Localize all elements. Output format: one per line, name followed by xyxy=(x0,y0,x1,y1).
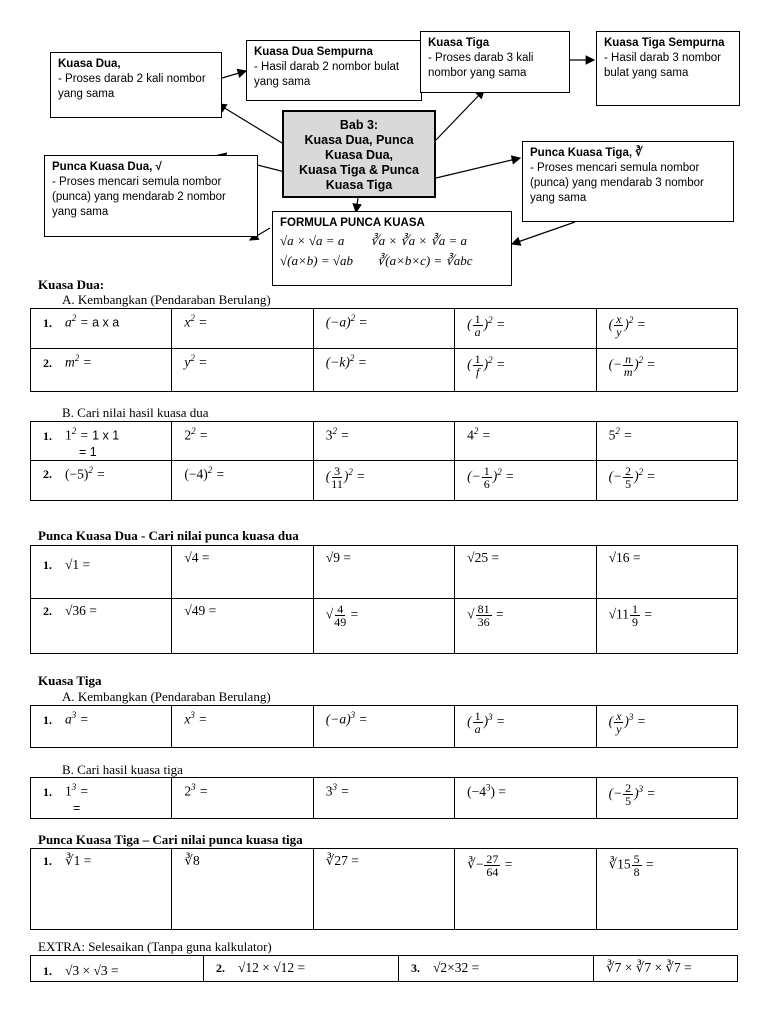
kuasa-dua-title: Kuasa Dua, xyxy=(58,58,121,70)
chapter-line5: Kuasa Tiga xyxy=(325,178,393,192)
formula-cbrt-abc: ∛(a×b×c) = ∛abc xyxy=(376,253,473,268)
chapter-title-box xyxy=(282,110,436,198)
heading-kuasa-dua-a: A. Kembangkan (Pendaraban Berulang) xyxy=(62,292,271,307)
table-row xyxy=(31,460,738,500)
cell[interactable]: √49 = xyxy=(172,599,313,654)
chapter-line2: Kuasa Dua, Punca xyxy=(304,133,414,147)
kuasa-dua-sempurna-title: Kuasa Dua Sempurna xyxy=(254,46,373,58)
cell[interactable]: $4^2$ = xyxy=(455,422,596,461)
cell[interactable]: ( $\frac{3}{11}$ )$^2$ = xyxy=(313,460,454,500)
punca-kuasa-tiga-title: Punca Kuasa Tiga, ∛ xyxy=(530,147,643,159)
table-extra xyxy=(30,955,738,982)
cell[interactable]: ∛15 $\frac{5}{8}$ = xyxy=(596,849,737,930)
table-row xyxy=(31,309,738,349)
table-row xyxy=(31,956,738,982)
answer-a-squared: a x a xyxy=(92,315,120,330)
punca-kuasa-tiga-desc: - Proses mencari semula nombor (punca) yang mendarab 3 nombor yang sama xyxy=(530,162,704,204)
kuasa-dua-sempurna-desc: - Hasil darab 2 nombor bulat yang sama xyxy=(254,61,400,88)
cell[interactable]: $y^2$ = xyxy=(172,349,313,392)
cell[interactable]: 1. $a^3$ = xyxy=(31,706,172,748)
cell[interactable]: $(-4^3)$ = xyxy=(455,778,596,819)
heading-punca-kuasa-tiga: Punca Kuasa Tiga – Cari nilai punca kuasa tiga xyxy=(38,832,303,847)
table-row xyxy=(31,422,738,461)
cell[interactable]: 2. $(-5)^2$ = xyxy=(31,460,172,500)
kuasa-tiga-desc: - Proses darab 3 kali nombor yang sama xyxy=(428,52,534,79)
table-kuasa-dua-nilai xyxy=(30,421,738,501)
table-row xyxy=(31,546,738,599)
cell[interactable]: ( $\frac{1}{a}$ )$^3$ = xyxy=(455,706,596,748)
cell[interactable]: 1. $a^2 = a$ x a xyxy=(31,309,172,349)
cell[interactable]: ( $\frac{1}{f}$ )$^2$ = xyxy=(455,349,596,392)
table-row xyxy=(31,706,738,748)
cell[interactable]: $(-k)^2$ = xyxy=(313,349,454,392)
formula-title: FORMULA PUNCA KUASA xyxy=(280,217,425,229)
cell[interactable]: $2^3$ = xyxy=(172,778,313,819)
table-row xyxy=(31,349,738,392)
cell[interactable]: √ $\frac{81}{36}$ = xyxy=(455,599,596,654)
cell[interactable]: ∛− $\frac{27}{64}$ = xyxy=(455,849,596,930)
cell[interactable]: 1. √1 = xyxy=(31,546,172,599)
cell[interactable]: $(-a)^3$ = xyxy=(313,706,454,748)
cell[interactable]: √9 = xyxy=(313,546,454,599)
punca-kuasa-dua-desc: - Proses mencari semula nombor (punca) yang mendarab 2 nombor yang sama xyxy=(52,176,226,218)
formula-box xyxy=(272,211,512,286)
cell[interactable]: $5^2$ = xyxy=(596,422,737,461)
kuasa-tiga-sempurna-desc: - Hasil darab 3 nombor bulat yang sama xyxy=(604,52,721,79)
kuasa-dua-desc: - Proses darab 2 kali nombor yang sama xyxy=(58,73,206,100)
cell[interactable]: ∛7 × ∛7 × ∛7 = xyxy=(594,956,738,982)
table-row xyxy=(31,778,738,819)
cell[interactable]: 1. √3 × √3 = xyxy=(31,956,204,982)
kuasa-tiga-box xyxy=(420,31,570,93)
cell[interactable]: √4 = xyxy=(172,546,313,599)
cell[interactable]: (− $\frac{2}{5}$ )$^2$ = xyxy=(596,460,737,500)
cell[interactable]: (− $\frac{1}{6}$ )$^2$ = xyxy=(455,460,596,500)
table-row xyxy=(31,599,738,654)
cell[interactable]: 2. √12 × √12 = xyxy=(204,956,399,982)
cell[interactable]: ( $\frac{1}{a}$ )$^2$ = xyxy=(455,309,596,349)
punca-kuasa-tiga-box xyxy=(522,141,734,222)
cell[interactable]: $3^3$ = xyxy=(313,778,454,819)
table-kuasa-tiga-kembangkan xyxy=(30,705,738,748)
cell[interactable]: ( $\frac{x}{y}$ )$^3$ = xyxy=(596,706,737,748)
chapter-line3: Kuasa Dua, xyxy=(324,148,394,162)
heading-kuasa-tiga-a: A. Kembangkan (Pendaraban Berulang) xyxy=(62,689,271,704)
cell[interactable]: $x^2$ = xyxy=(172,309,313,349)
kuasa-dua-sempurna-box xyxy=(246,40,422,101)
cell[interactable]: $(-4)^2$ = xyxy=(172,460,313,500)
heading-kuasa-dua: Kuasa Dua: xyxy=(38,277,105,292)
heading-kuasa-dua-b: B. Cari nilai hasil kuasa dua xyxy=(62,405,209,420)
cell[interactable]: √16 = xyxy=(596,546,737,599)
cell[interactable]: √25 = xyxy=(455,546,596,599)
cell[interactable]: $(-a)^2$ = xyxy=(313,309,454,349)
heading-kuasa-tiga: Kuasa Tiga xyxy=(38,673,102,688)
cell[interactable]: 1. ∛1 = xyxy=(31,849,172,930)
cell[interactable]: $3^2$ = xyxy=(313,422,454,461)
cell[interactable]: 2. √36 = xyxy=(31,599,172,654)
table-row xyxy=(31,849,738,930)
cell[interactable]: 1. $1^2 = 1$ x 1 = 1 xyxy=(31,422,172,461)
table-kuasa-tiga-hasil xyxy=(30,777,738,819)
cell[interactable]: (− $\frac{2}{5}$ )$^3$ = xyxy=(596,778,737,819)
cell[interactable]: ( $\frac{x}{y}$ )$^2$ = xyxy=(596,309,737,349)
table-punca-kuasa-dua xyxy=(30,545,738,654)
kuasa-tiga-sempurna-title: Kuasa Tiga Sempurna xyxy=(604,37,725,49)
chapter-line4: Kuasa Tiga & Punca xyxy=(299,163,419,177)
heading-extra: EXTRA: Selesaikan (Tanpa guna kalkulator) xyxy=(38,939,272,954)
punca-kuasa-dua-title: Punca Kuasa Dua, √ xyxy=(52,161,162,173)
cell[interactable]: $2^2$ = xyxy=(172,422,313,461)
cell[interactable]: 3. √2×32 = xyxy=(399,956,594,982)
kuasa-dua-box xyxy=(50,52,222,118)
kuasa-tiga-sempurna-box xyxy=(596,31,740,106)
punca-kuasa-dua-box xyxy=(44,155,258,237)
formula-sqrt-ab: √(a×b) = √ab xyxy=(280,253,353,268)
cell[interactable]: √ $\frac{4}{49}$ = xyxy=(313,599,454,654)
answer-1x1: 1 x 1 xyxy=(92,428,120,443)
cell[interactable]: 1. $1^3$ = = xyxy=(31,778,172,819)
cell[interactable]: ∛8 xyxy=(172,849,313,930)
answer-equals: = xyxy=(73,800,81,815)
cell[interactable]: (− $\frac{n}{m}$ )$^2$ = xyxy=(596,349,737,392)
heading-kuasa-tiga-b: B. Cari hasil kuasa tiga xyxy=(62,762,183,777)
formula-cbrt-product: ∛a × ∛a × ∛a = a xyxy=(370,233,467,248)
table-kuasa-dua-kembangkan xyxy=(30,308,738,392)
cell[interactable]: ∛27 = xyxy=(313,849,454,930)
answer-equals-1: = 1 xyxy=(79,444,97,459)
chapter-line1: Bab 3: xyxy=(339,118,379,132)
heading-punca-kuasa-dua: Punca Kuasa Dua - Cari nilai punca kuasa dua xyxy=(38,528,299,543)
cell[interactable]: 2. $m^2$ = xyxy=(31,349,172,392)
formula-sqrt-product: √a × √a = a xyxy=(280,233,345,248)
cell[interactable]: √11 $\frac{1}{9}$ = xyxy=(596,599,737,654)
table-punca-kuasa-tiga xyxy=(30,848,738,930)
cell[interactable]: $x^3$ = xyxy=(172,706,313,748)
kuasa-tiga-title: Kuasa Tiga xyxy=(428,37,490,49)
